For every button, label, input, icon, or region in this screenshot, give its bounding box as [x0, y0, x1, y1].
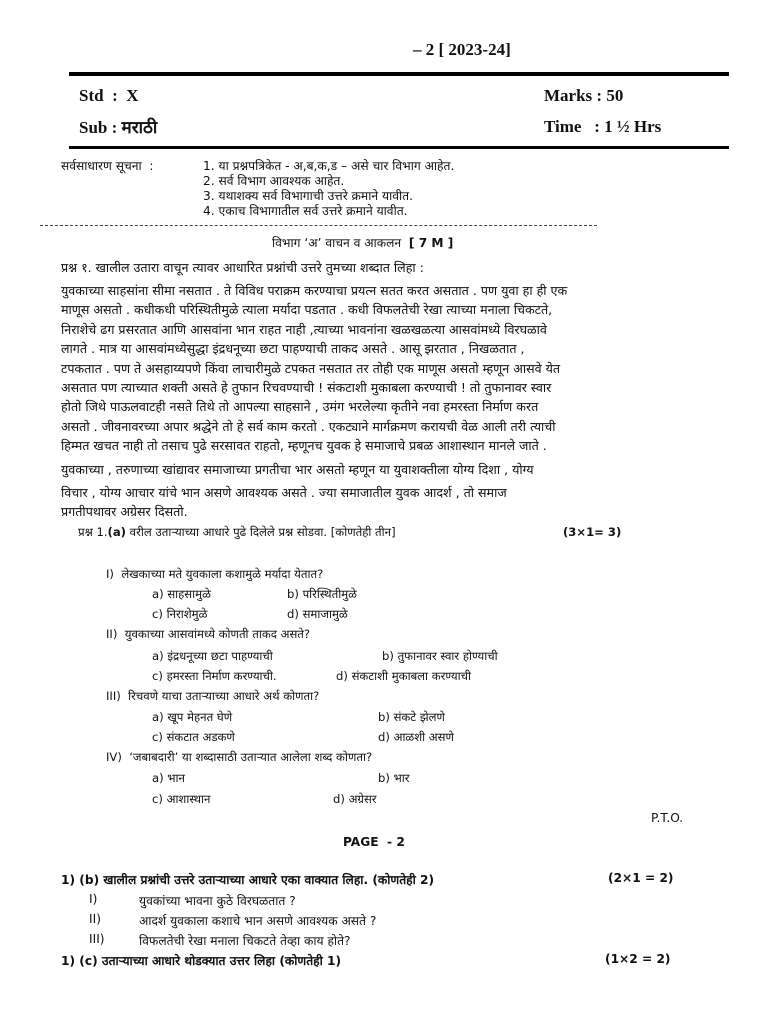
question-1c-prompt: 1) (c) उताऱ्याच्या आधारे थोडक्यात उत्तर लिहा (कोणतेही 1): [61, 954, 342, 968]
mcq-option: c) संकटात अडकणे: [152, 730, 235, 744]
instruction-item: 3. यथाशक्य सर्व विभागाची उत्तरे क्रमाने यावीत.: [203, 189, 413, 203]
mcq-question: I) लेखकाच्या मते युवकाला कशामुळे मर्यादा येतात?: [106, 567, 324, 581]
instruction-item: 1. या प्रश्नपत्रिकेत - अ,ब,क,ड – असे चार विभाग आहेत.: [203, 159, 455, 173]
mcq-option: b) तुफानावर स्वार होण्याची: [382, 649, 498, 663]
header-top-rule: [69, 72, 729, 76]
passage-line: हिम्मत खचत नाही तो तसाच पुढे सरसावत राहतो, म्हणूनच युवक हे समाजाचे प्रबळ आशास्थान मानले जाते .: [61, 438, 547, 454]
instruction-item: 2. सर्व विभाग आवश्यक आहेत.: [203, 174, 345, 188]
short-question: आदर्श युवकाला कशाचे भान असणे आवश्यक असते ?: [139, 914, 377, 928]
standard-label: Std : X: [79, 86, 139, 105]
question-1b-prompt: 1) (b) खालील प्रश्नांची उत्तरे उताऱ्याच्या आधारे एका वाक्यात लिहा. (कोणतेही 2): [61, 873, 435, 887]
mcq-option: c) निराशेमुळे: [152, 607, 208, 621]
instructions-title: सर्वसाधारण सूचना :: [61, 159, 154, 173]
section-heading: विभाग ‘अ’ वाचन व आकलन [ 7 M ]: [272, 236, 454, 250]
short-question: युवकांच्या भावना कुठे विरघळतात ?: [139, 894, 296, 908]
passage-line: टपकतात . पण ते असहाय्यपणे किंवा लाचारीमुळे टपकत नसतात तर तोही एक माणूस असतो म्हणून आसवे येत: [61, 360, 561, 376]
mcq-question: III) रिचवणे याचा उताऱ्याच्या आधारे अर्थ कोणता?: [106, 689, 320, 703]
mcq-option: d) आळशी असणे: [378, 730, 454, 744]
pto-label: P.T.O.: [651, 811, 684, 825]
mcq-option: a) साहसामुळे: [152, 587, 211, 601]
mcq-option: b) भार: [378, 771, 410, 785]
header-bottom-rule: [69, 146, 729, 149]
short-question: विफलतेची रेखा मनाला चिकटते तेव्हा काय होते?: [139, 934, 351, 948]
mcq-option: b) परिस्थितीमुळे: [287, 587, 357, 601]
passage-line: युवकाच्या साहसांना सीमा नसतात . ते विविध पराक्रम करण्याचा प्रयत्न सतत करत असतात . पण युवा हा ही एक: [61, 283, 568, 298]
passage-line: असतो . जीवनावरच्या अपार श्रद्धेने तो हे सर्व काम करतो . एकट्याने मार्गक्रमण करायची वेळ आली तरी त्याची: [61, 418, 556, 434]
passage-line: प्रगतीपथावर अग्रेसर दिसतो.: [61, 504, 188, 520]
mcq-option: a) खूप मेहनत घेणे: [152, 710, 233, 724]
short-question-number: II): [89, 912, 101, 926]
mcq-option: b) संकटे झेलणे: [378, 710, 445, 724]
short-question-number: I): [89, 892, 98, 906]
mcq-option: a) इंद्रधनूच्या छटा पाहण्याची: [152, 649, 273, 663]
passage-line: निराशेचे ढग प्रसरतात आणि आसवांना भान राहत नाही ,त्याच्या भावनांना खळखळत्या आसवांमध्ये विरघळावे: [61, 321, 547, 337]
mcq-option: d) संकटाशी मुकाबला करण्याची: [336, 669, 471, 683]
instruction-item: 4. एकाच विभागातील सर्व उत्तरे क्रमाने यावीत.: [203, 204, 408, 218]
mcq-question: II) युवकाच्या आसवांमध्ये कोणती ताकद असते?: [106, 627, 311, 641]
mcq-option: d) अग्रेसर: [333, 792, 377, 806]
passage-line: होतो जिथे पाऊलवाटही नसते तिथे तो आपल्या साहसाने , उमंग भरलेल्या कृतीने नवा हमरस्ता निर्माण करत: [61, 399, 539, 415]
passage-line: असतात पण त्याच्यात शक्ती असते हे तुफान रिचवण्याची ! संकटाशी मुकाबला करण्याची ! तो तुफानावर स्वार: [61, 380, 552, 396]
question-1-instruction: प्रश्न १. खालील उतारा वाचून त्यावर आधारित प्रश्नांची उत्तरे तुमच्या शब्दात लिहा :: [61, 260, 424, 275]
passage-line: माणूस असतो . कधीकधी परिस्थितीमुळे त्याला मर्यादा पडतात . कधी विफलतेची रेखा त्याच्या मनाला चिकटते,: [61, 302, 553, 318]
question-1a-prompt: प्रश्न 1.(a) वरील उताऱ्याच्या आधारे पुढे दिलेले प्रश्न सोडवा. [कोणतेही तीन]: [78, 525, 396, 539]
paper-code: – 2 [ 2023-24]: [413, 40, 511, 59]
passage-line: युवकाच्या , तरुणाच्या खांद्यावर समाजाच्या प्रगतीचा भार असतो म्हणून या युवाशक्तीला योग्य दिशा , योग्य: [61, 461, 534, 477]
section-marks: [ 7 M ]: [408, 236, 454, 250]
question-1b-marks: (2×1 = 2): [608, 871, 674, 885]
mcq-option: c) हमरस्ता निर्माण करण्याची.: [152, 669, 277, 683]
mcq-option: c) आशास्थान: [152, 792, 211, 806]
mcq-option: a) भान: [152, 771, 185, 785]
mcq-question: IV) ‘जबाबदारी’ या शब्दासाठी उताऱ्यात आलेला शब्द कोणता?: [106, 750, 373, 764]
time-label: Time : 1 ½ Hrs: [544, 117, 662, 136]
question-1c-marks: (1×2 = 2): [605, 952, 671, 966]
dashed-separator: [40, 225, 597, 226]
passage-line: लागते . मात्र या आसवांमध्येसुद्धा इंद्रधनूच्या छटा पाहण्याची ताकद असते . आसू झरतात , निखळतात ,: [61, 341, 525, 357]
mcq-option: d) समाजामुळे: [287, 607, 348, 621]
passage: [61, 281, 721, 522]
marks-label: Marks : 50: [544, 86, 624, 105]
passage-line: विचार , योग्य आचार यांचे भान असणे आवश्यक असते . ज्या समाजातील युवक आदर्श , तो समाज: [61, 485, 507, 501]
subject-label: Sub : मराठी: [79, 118, 158, 137]
page-number: PAGE - 2: [343, 835, 405, 849]
short-question-number: III): [89, 932, 105, 946]
question-1a-marks: (3×1= 3): [563, 525, 622, 539]
